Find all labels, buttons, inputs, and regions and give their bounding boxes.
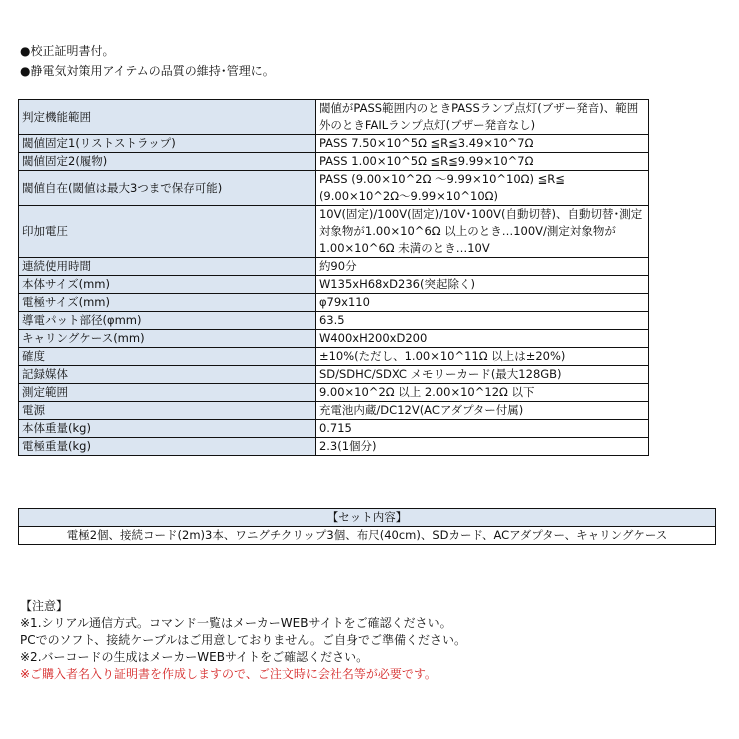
spec-value: 63.5 xyxy=(315,312,648,330)
spec-row xyxy=(19,171,649,206)
note-line: PCでのソフト、接続ケーブルはご用意しておりません。ご自身でご準備ください。 xyxy=(20,633,466,647)
spec-value: 10V(固定)/100V(固定)/10V･100V(自動切替)、自動切替･測定対象物が1.00×10^6Ω 以上のとき…100V/測定対象物が1.00×10^6Ω 未満のとき…10V xyxy=(315,206,648,258)
spec-row xyxy=(19,438,649,456)
spec-value: SD/SDHC/SDXC メモリーカード(最大128GB) xyxy=(315,366,648,384)
spec-label: キャリングケース(mm) xyxy=(19,330,316,348)
spec-value: 充電池内蔵/DC12V(ACアダプター付属) xyxy=(315,402,648,420)
set-header: 【セット内容】 xyxy=(19,509,716,527)
spec-row xyxy=(19,420,649,438)
spec-label: 測定範囲 xyxy=(19,384,316,402)
bullet-certificate: ●校正証明書付。 xyxy=(20,44,115,58)
spec-row xyxy=(19,312,649,330)
spec-label: 本体サイズ(mm) xyxy=(19,276,316,294)
spec-value: W135xH68xD236(突起除く) xyxy=(315,276,648,294)
spec-row xyxy=(19,206,649,258)
spec-value: ±10%(ただし、1.00×10^11Ω 以上は±20%) xyxy=(315,348,648,366)
spec-label: 連続使用時間 xyxy=(19,258,316,276)
note-line: ※1.シリアル通信方式。コマンド一覧はメーカーWEBサイトをご確認ください。 xyxy=(20,616,452,630)
spec-table xyxy=(18,99,649,456)
spec-value: φ79x110 xyxy=(315,294,648,312)
spec-value: W400xH200xD200 xyxy=(315,330,648,348)
spec-label: 判定機能範囲 xyxy=(19,100,316,135)
spec-label: 電源 xyxy=(19,402,316,420)
spec-value: 2.3(1個分) xyxy=(315,438,648,456)
spec-label: 記録媒体 xyxy=(19,366,316,384)
spec-label: 導電パット部径(φmm) xyxy=(19,312,316,330)
spec-value: 0.715 xyxy=(315,420,648,438)
notes-title: 【注意】 xyxy=(20,599,69,613)
note-line: ※2.バーコードの生成はメーカーWEBサイトをご確認ください。 xyxy=(20,650,369,664)
spec-row xyxy=(19,402,649,420)
spec-row xyxy=(19,100,649,135)
set-contents-table xyxy=(18,508,716,545)
spec-value: PASS 7.50×10^5Ω ≦R≦3.49×10^7Ω xyxy=(315,135,648,153)
spec-value: 閾値がPASS範囲内のときPASSランプ点灯(ブザー発音)、範囲外のときFAILランプ点灯(ブザー発音なし) xyxy=(315,100,648,135)
spec-value: PASS (9.00×10^2Ω ～9.99×10^10Ω) ≦R≦ (9.00×10^2Ω～9.99×10^10Ω) xyxy=(315,171,648,206)
spec-value: PASS 1.00×10^5Ω ≦R≦9.99×10^7Ω xyxy=(315,153,648,171)
spec-row xyxy=(19,348,649,366)
spec-label: 閾値固定2(履物) xyxy=(19,153,316,171)
spec-row xyxy=(19,366,649,384)
set-content: 電極2個、接続コード(2m)3本、ワニグチクリップ3個、布尺(40cm)、SDカード、ACアダプター、キャリングケース xyxy=(19,527,716,545)
spec-row xyxy=(19,330,649,348)
spec-label: 電極サイズ(mm) xyxy=(19,294,316,312)
spec-label: 確度 xyxy=(19,348,316,366)
spec-label: 電極重量(kg) xyxy=(19,438,316,456)
spec-row xyxy=(19,153,649,171)
spec-label: 本体重量(kg) xyxy=(19,420,316,438)
spec-value: 約90分 xyxy=(315,258,648,276)
notes xyxy=(20,598,466,683)
spec-label: 印加電圧 xyxy=(19,206,316,258)
spec-label: 閾値自在(閾値は最大3つまで保存可能) xyxy=(19,171,316,206)
spec-value: 9.00×10^2Ω 以上 2.00×10^12Ω 以下 xyxy=(315,384,648,402)
spec-row xyxy=(19,258,649,276)
spec-label: 閾値固定1(リストストラップ) xyxy=(19,135,316,153)
bullet-static-control: ●静電気対策用アイテムの品質の維持･管理に。 xyxy=(20,64,275,78)
spec-row xyxy=(19,384,649,402)
spec-row xyxy=(19,276,649,294)
note-warning: ※ご購入者名入り証明書を作成しますので、ご注文時に会社名等が必要です。 xyxy=(20,667,437,681)
spec-row xyxy=(19,135,649,153)
spec-row xyxy=(19,294,649,312)
